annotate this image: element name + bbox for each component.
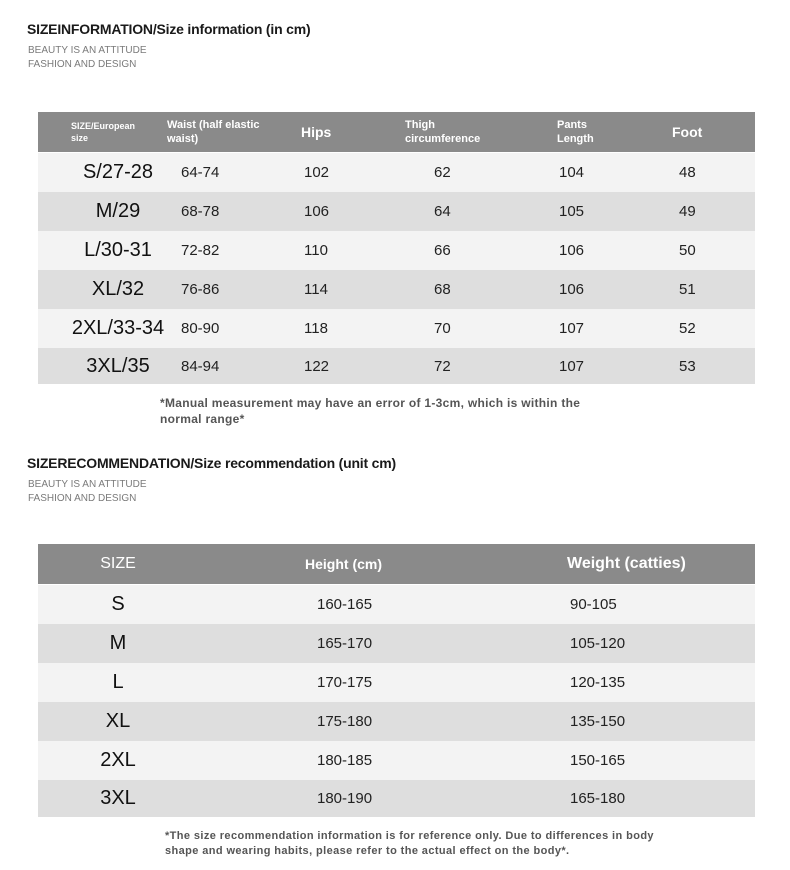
header-pants-line1: Pants [557,119,587,131]
size-rec-tagline-2: FASHION AND DESIGN [28,493,137,504]
row-pants: 107 [559,320,585,337]
table-row [38,741,755,780]
header-waist [167,112,260,152]
rec-row-height: 180-190 [317,790,373,807]
rec-row-height: 160-165 [317,596,373,613]
header-size-line2: size [71,133,89,143]
header-waist-line1: Waist (half elastic [167,119,260,131]
table-row [38,153,755,192]
table-row [38,624,755,663]
row-foot: 52 [679,320,696,337]
rec-row-size: XL [105,710,131,732]
size-info-title: SIZEINFORMATION/Size information (in cm) [27,21,311,37]
header-foot [672,112,702,152]
row-size: 3XL/35 [86,354,150,377]
header-rec-height-label: Height (cm) [305,556,382,572]
rec-row-height: 170-175 [317,674,373,691]
table-row [38,309,755,348]
row-hips: 102 [304,164,330,181]
row-foot: 53 [679,357,696,375]
row-pants: 104 [559,164,585,181]
header-rec-weight-label: Weight (catties) [567,555,686,572]
row-thigh: 68 [434,281,451,298]
rec-row-size: 3XL [100,787,136,809]
row-waist: 64-74 [181,164,220,181]
row-hips: 122 [304,357,330,375]
row-size: M/29 [95,200,141,222]
header-rec-height [305,544,382,584]
rec-row-height: 175-180 [317,713,373,730]
row-size: S/27-28 [82,161,154,183]
size-info-tagline-1: BEAUTY IS AN ATTITUDE [28,45,147,56]
rec-row-weight: 165-180 [570,790,626,807]
header-pants [557,112,594,152]
row-foot: 49 [679,203,696,220]
row-waist: 84-94 [181,357,220,375]
row-hips: 114 [304,281,328,298]
rec-row-size: S [111,593,125,615]
header-hips [301,112,331,152]
size-info-tagline-2: FASHION AND DESIGN [28,59,137,70]
header-thigh [405,112,480,152]
size-rec-note-line2: shape and wearing habits, please refer to the actual effect on the body*. [165,845,570,857]
header-foot-label: Foot [672,124,703,140]
rec-row-weight: 105-120 [570,635,626,652]
table-row [38,585,755,624]
header-hips-label: Hips [301,124,332,140]
row-hips: 106 [304,203,330,220]
row-pants: 105 [559,203,585,220]
row-size: 2XL/33-34 [71,317,165,339]
rec-row-weight: 90-105 [570,596,617,613]
rec-row-weight: 135-150 [570,713,626,730]
size-info-header-row [38,112,755,152]
header-rec-size-label: SIZE [100,555,136,572]
row-pants: 107 [559,357,585,375]
size-info-note-line2: normal range* [160,412,245,426]
header-thigh-line2: circumference [405,133,481,145]
table-row [38,348,755,384]
rec-row-size: M [109,632,127,654]
row-pants: 106 [559,281,585,298]
rec-row-weight: 150-165 [570,752,626,769]
header-pants-line2: Length [557,133,594,145]
header-size-line1: SIZE/European [71,121,136,131]
header-waist-line2: waist) [167,133,199,145]
row-waist: 80-90 [181,320,220,337]
rec-row-height: 180-185 [317,752,373,769]
size-info-note [160,395,580,427]
row-foot: 50 [679,242,696,259]
row-pants: 106 [559,242,585,259]
row-thigh: 62 [434,164,451,181]
size-rec-tagline-1: BEAUTY IS AN ATTITUDE [28,479,147,490]
size-rec-title: SIZERECOMMENDATION/Size recommendation (unit cm) [27,455,396,471]
row-size: XL/32 [91,278,145,300]
header-rec-size [38,544,198,584]
table-row [38,231,755,270]
size-rec-note-line1: *The size recommendation information is for reference only. Due to differences in body [165,830,654,842]
row-size: L/30-31 [84,239,152,261]
row-hips: 110 [304,242,328,259]
row-waist: 72-82 [181,242,220,259]
row-thigh: 66 [434,242,451,259]
row-hips: 118 [304,320,328,337]
size-rec-header-row [38,544,755,584]
row-thigh: 64 [434,203,451,220]
table-row [38,192,755,231]
row-thigh: 72 [434,357,451,375]
table-row [38,780,755,817]
row-thigh: 70 [434,320,451,337]
row-foot: 48 [679,164,696,181]
rec-row-size: L [112,671,124,693]
rec-row-weight: 120-135 [570,674,626,691]
table-row [38,663,755,702]
rec-row-size: 2XL [100,749,136,771]
row-waist: 68-78 [181,203,220,220]
size-info-note-line1: *Manual measurement may have an error of 1-3cm, which is within the [160,396,581,410]
rec-row-height: 165-170 [317,635,373,652]
header-thigh-line1: Thigh [405,119,435,131]
table-row [38,270,755,309]
size-rec-note [165,829,654,859]
row-foot: 51 [679,281,696,298]
table-row [38,702,755,741]
row-waist: 76-86 [181,281,220,298]
header-rec-weight [567,544,686,584]
header-size [71,112,135,152]
